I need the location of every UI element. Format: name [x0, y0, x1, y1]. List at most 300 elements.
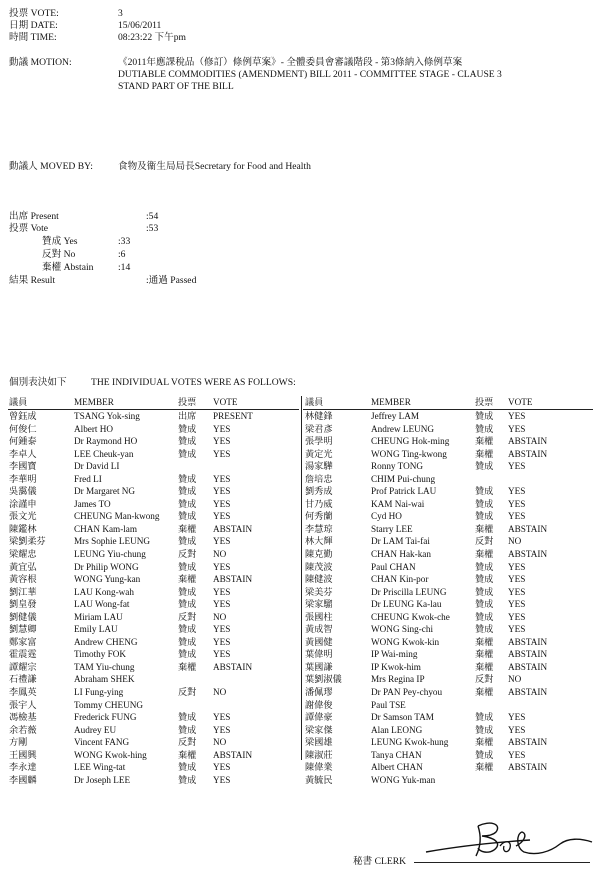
vote-zh: 贊成	[178, 536, 197, 547]
vote-zh: 贊成	[475, 599, 494, 610]
vote-value: YES	[213, 423, 231, 434]
vote-value: ABSTAIN	[213, 523, 253, 534]
vote-zh: 棄權	[475, 737, 494, 748]
table-row	[303, 736, 593, 749]
table-row	[303, 573, 593, 586]
member-name: LI Fung-ying	[74, 687, 124, 698]
member-zh-name: 石禮謙	[9, 674, 37, 685]
table-row	[303, 648, 593, 661]
vote-zh: 贊成	[475, 724, 494, 735]
member-name: Timothy FOK	[74, 649, 126, 660]
member-name: Albert CHAN	[371, 762, 423, 773]
member-name: Dr Margaret NG	[74, 486, 136, 497]
member-zh-name: 林大輝	[305, 536, 333, 547]
member-zh-name: 劉皇發	[9, 599, 37, 610]
header-vote: VOTE	[508, 397, 533, 407]
member-name: Emily LAU	[74, 624, 118, 635]
yes-label: 贊成 Yes	[42, 236, 78, 247]
header-member: MEMBER	[371, 397, 411, 407]
vote-zh: 贊成	[178, 712, 197, 723]
vote-value: NO	[508, 536, 522, 547]
table-row	[303, 510, 593, 523]
vote-zh: 贊成	[475, 411, 494, 421]
abstain-value: :14	[118, 262, 131, 273]
vote-zh: 贊成	[178, 636, 197, 647]
individual-votes-title-zh: 個別表決如下	[9, 377, 67, 388]
table-row	[8, 761, 299, 774]
time-value: 08:23:22 下午pm	[118, 32, 186, 43]
member-zh-name: 劉秀成	[305, 486, 333, 497]
member-name: LEE Cheuk-yan	[74, 448, 134, 459]
member-name: WONG Yung-kan	[74, 574, 141, 585]
vote-value: YES	[213, 599, 231, 610]
member-name: LAU Wong-fat	[74, 599, 130, 610]
vote-value: NO	[508, 674, 522, 685]
individual-votes-title-en: THE INDIVIDUAL VOTES WERE AS FOLLOWS:	[91, 377, 296, 388]
table-row	[303, 523, 593, 536]
member-zh-name: 葉國謙	[305, 661, 333, 672]
member-zh-name: 何鍾泰	[9, 436, 37, 447]
vote-zh: 贊成	[178, 436, 197, 447]
member-zh-name: 黃國健	[305, 636, 333, 647]
vote-zh: 贊成	[475, 561, 494, 572]
vote-value: YES	[508, 498, 526, 509]
member-zh-name: 何俊仁	[9, 423, 37, 434]
vote-value: ABSTAIN	[508, 762, 548, 773]
moved-by-value: 食物及衞生局局長Secretary for Food and Health	[118, 161, 311, 172]
member-zh-name: 葉偉明	[305, 649, 333, 660]
header-zh-vote: 投票	[178, 397, 197, 407]
abstain-label: 棄權 Abstain	[42, 262, 94, 273]
vote-value: ABSTAIN	[213, 574, 253, 585]
table-row	[303, 673, 593, 686]
member-name: Albert HO	[74, 423, 114, 434]
table-row	[8, 749, 299, 762]
vote-value: YES	[213, 624, 231, 635]
motion-title-en-cont: STAND PART OF THE BILL	[118, 81, 234, 92]
member-name: IP Kwok-him	[371, 661, 421, 672]
member-zh-name: 陳鑑林	[9, 523, 37, 534]
vote-zh: 棄權	[475, 523, 494, 534]
date-value: 15/06/2011	[118, 20, 162, 31]
vote-zh: 棄權	[178, 749, 197, 760]
vote-value: YES	[508, 561, 526, 572]
member-zh-name: 譚偉豪	[305, 712, 333, 723]
vote-count-label: 投票 Vote	[9, 223, 48, 234]
member-name: CHAN Kam-lam	[74, 523, 138, 534]
vote-zh: 贊成	[475, 574, 494, 585]
present-label: 出席 Present	[9, 211, 59, 222]
vote-value: YES	[508, 624, 526, 635]
vote-value: YES	[213, 649, 231, 660]
member-name: Mrs Sophie LEUNG	[74, 536, 151, 547]
vote-zh: 贊成	[178, 774, 197, 785]
vote-zh: 出席	[178, 411, 197, 421]
member-zh-name: 吳靄儀	[9, 486, 37, 497]
vote-zh: 贊成	[475, 498, 494, 509]
header-member: MEMBER	[74, 397, 114, 407]
member-zh-name: 梁家騮	[305, 599, 333, 610]
table-body	[303, 410, 593, 786]
table-row	[303, 686, 593, 699]
member-name: LEUNG Yiu-chung	[74, 549, 146, 560]
member-name: IP Wai-ming	[371, 649, 418, 660]
table-row	[8, 648, 299, 661]
vote-zh: 棄權	[475, 687, 494, 698]
vote-zh: 贊成	[475, 423, 494, 434]
table-row	[303, 774, 593, 787]
vote-zh: 贊成	[178, 586, 197, 597]
vote-value: YES	[213, 762, 231, 773]
member-name: TSANG Yok-sing	[74, 411, 140, 421]
vote-zh: 反對	[178, 549, 197, 560]
member-name: CHAN Hak-kan	[371, 549, 431, 560]
table-row	[8, 611, 299, 624]
member-name: Ronny TONG	[371, 461, 423, 472]
vote-value: YES	[213, 486, 231, 497]
table-row	[303, 535, 593, 548]
member-zh-name: 葉劉淑儀	[305, 674, 342, 685]
vote-zh: 贊成	[475, 511, 494, 522]
motion-title-zh: 《2011年應課稅品（修訂）條例草案》- 全體委員會審議階段 - 第3條納入條例草案	[118, 57, 463, 68]
table-divider	[301, 396, 302, 760]
member-zh-name: 湯家驊	[305, 461, 333, 472]
vote-value: NO	[213, 737, 227, 748]
member-zh-name: 陳克勤	[305, 549, 333, 560]
table-row	[8, 523, 299, 536]
member-zh-name: 梁耀忠	[9, 549, 37, 560]
member-zh-name: 張文光	[9, 511, 37, 522]
table-row	[303, 749, 593, 762]
table-row	[8, 661, 299, 674]
member-zh-name: 馮檢基	[9, 712, 37, 723]
table-row	[8, 473, 299, 486]
table-row	[303, 661, 593, 674]
member-name: Cyd HO	[371, 511, 402, 522]
member-zh-name: 李鳳英	[9, 687, 37, 698]
member-zh-name: 譚耀宗	[9, 661, 37, 672]
time-label: 時間 TIME:	[9, 32, 57, 43]
member-name: Mrs Regina IP	[371, 674, 425, 685]
table-row	[303, 611, 593, 624]
vote-zh: 贊成	[178, 448, 197, 459]
vote-zh: 贊成	[178, 762, 197, 773]
table-row	[8, 598, 299, 611]
member-name: CHIM Pui-chung	[371, 473, 436, 484]
member-zh-name: 何秀蘭	[305, 511, 333, 522]
vote-value: YES	[508, 411, 526, 421]
table-row	[8, 548, 299, 561]
table-row	[303, 724, 593, 737]
vote-value: YES	[213, 724, 231, 735]
member-name: Prof Patrick LAU	[371, 486, 437, 497]
member-zh-name: 劉健儀	[9, 611, 37, 622]
table-row	[303, 448, 593, 461]
member-zh-name: 梁美芬	[305, 586, 333, 597]
vote-zh: 棄權	[178, 523, 197, 534]
table-row	[303, 586, 593, 599]
vote-number-value: 3	[118, 8, 123, 19]
member-name: Dr Samson TAM	[371, 712, 434, 723]
vote-zh: 贊成	[178, 724, 197, 735]
member-name: CHAN Kin-por	[371, 574, 429, 585]
member-zh-name: 曾鈺成	[9, 411, 37, 421]
vote-zh: 贊成	[475, 486, 494, 497]
date-label: 日期 DATE:	[9, 20, 58, 31]
member-zh-name: 余若薇	[9, 724, 37, 735]
vote-value: YES	[508, 461, 526, 472]
member-zh-name: 陳淑莊	[305, 749, 333, 760]
table-row	[8, 673, 299, 686]
vote-value: ABSTAIN	[508, 523, 548, 534]
member-name: Frederick FUNG	[74, 712, 137, 723]
member-zh-name: 陳偉業	[305, 762, 333, 773]
table-row	[8, 510, 299, 523]
vote-value: NO	[213, 611, 227, 622]
vote-zh: 棄權	[475, 661, 494, 672]
table-row	[303, 699, 593, 712]
vote-zh: 贊成	[178, 511, 197, 522]
table-row	[8, 535, 299, 548]
member-name: CHEUNG Kwok-che	[371, 611, 450, 622]
table-row	[303, 460, 593, 473]
table-row	[303, 423, 593, 436]
table-row	[8, 573, 299, 586]
member-zh-name: 梁君彥	[305, 423, 333, 434]
member-name: James TO	[74, 498, 111, 509]
table-row	[303, 711, 593, 724]
table-row	[8, 448, 299, 461]
member-name: WONG Ting-kwong	[371, 448, 447, 459]
vote-value: YES	[213, 561, 231, 572]
member-name: Andrew LEUNG	[371, 423, 435, 434]
table-body	[8, 410, 299, 786]
vote-zh: 棄權	[475, 762, 494, 773]
member-zh-name: 方剛	[9, 737, 28, 748]
table-row	[8, 774, 299, 787]
member-name: Andrew CHENG	[74, 636, 138, 647]
member-zh-name: 張宇人	[9, 699, 37, 710]
motion-title-en: DUTIABLE COMMODITIES (AMENDMENT) BILL 2011 - COMMITTEE STAGE - CLAUSE 3	[118, 69, 502, 80]
vote-zh: 棄權	[475, 436, 494, 447]
member-name: Paul TSE	[371, 699, 406, 710]
vote-value: YES	[213, 473, 231, 484]
member-name: Tommy CHEUNG	[74, 699, 144, 710]
table-row	[303, 410, 593, 423]
vote-value: ABSTAIN	[508, 636, 548, 647]
vote-value: YES	[213, 436, 231, 447]
member-zh-name: 劉慧卿	[9, 624, 37, 635]
member-zh-name: 王國興	[9, 749, 37, 760]
vote-zh: 贊成	[178, 486, 197, 497]
vote-zh: 贊成	[178, 423, 197, 434]
votes-table-left	[8, 396, 299, 786]
member-name: Dr Philip WONG	[74, 561, 139, 572]
table-row	[303, 498, 593, 511]
member-zh-name: 梁國雄	[305, 737, 333, 748]
vote-value: YES	[508, 511, 526, 522]
vote-value: ABSTAIN	[508, 687, 548, 698]
table-row	[8, 423, 299, 436]
table-row	[8, 699, 299, 712]
member-zh-name: 李華明	[9, 473, 37, 484]
member-zh-name: 李國麟	[9, 774, 37, 785]
vote-value: YES	[213, 586, 231, 597]
member-zh-name: 李國寶	[9, 461, 37, 472]
table-row	[8, 623, 299, 636]
yes-value: :33	[118, 236, 131, 247]
member-name: WONG Yuk-man	[371, 774, 436, 785]
vote-value: YES	[508, 749, 526, 760]
vote-zh: 贊成	[475, 586, 494, 597]
member-name: Dr Priscilla LEUNG	[371, 586, 447, 597]
vote-zh: 贊成	[178, 561, 197, 572]
member-name: WONG Kwok-kin	[371, 636, 440, 647]
vote-value: YES	[213, 536, 231, 547]
table-row	[8, 711, 299, 724]
vote-value: ABSTAIN	[508, 549, 548, 560]
table-row	[8, 636, 299, 649]
member-name: Tanya CHAN	[371, 749, 422, 760]
votes-table-right	[303, 396, 593, 786]
header-zh-name: 議員	[305, 397, 324, 407]
no-value: :6	[118, 249, 126, 260]
member-zh-name: 劉江華	[9, 586, 37, 597]
member-zh-name: 潘佩璆	[305, 687, 333, 698]
member-zh-name: 黃成智	[305, 624, 333, 635]
vote-value: ABSTAIN	[508, 649, 548, 660]
vote-value: YES	[213, 448, 231, 459]
member-name: Dr David LI	[74, 461, 120, 472]
moved-by-label: 動議人 MOVED BY:	[9, 161, 93, 172]
table-row	[303, 636, 593, 649]
member-zh-name: 謝偉俊	[305, 699, 333, 710]
table-row	[8, 498, 299, 511]
member-zh-name: 張學明	[305, 436, 333, 447]
vote-value: NO	[213, 687, 227, 698]
table-row	[303, 761, 593, 774]
member-zh-name: 霍震霆	[9, 649, 37, 660]
table-row	[8, 586, 299, 599]
table-row	[8, 561, 299, 574]
vote-zh: 贊成	[475, 611, 494, 622]
member-name: CHEUNG Man-kwong	[74, 511, 160, 522]
vote-value: PRESENT	[213, 411, 253, 421]
table-row	[8, 410, 299, 423]
table-header	[8, 396, 299, 410]
vote-value: ABSTAIN	[508, 661, 548, 672]
vote-value: YES	[213, 774, 231, 785]
member-name: Abraham SHEK	[74, 674, 135, 685]
no-label: 反對 No	[42, 249, 76, 260]
result-label: 結果 Result	[9, 275, 56, 286]
table-row	[8, 435, 299, 448]
vote-zh: 贊成	[475, 624, 494, 635]
member-zh-name: 甘乃威	[305, 498, 333, 509]
table-row	[8, 736, 299, 749]
table-row	[8, 460, 299, 473]
member-name: Miriam LAU	[74, 611, 123, 622]
vote-value: YES	[508, 611, 526, 622]
member-name: Paul CHAN	[371, 561, 416, 572]
table-row	[303, 598, 593, 611]
vote-value: YES	[213, 636, 231, 647]
member-zh-name: 梁劉柔芬	[9, 536, 46, 547]
clerk-signature	[420, 812, 600, 864]
vote-zh: 贊成	[475, 749, 494, 760]
member-zh-name: 黃容根	[9, 574, 37, 585]
vote-zh: 贊成	[178, 473, 197, 484]
table-row	[8, 485, 299, 498]
member-zh-name: 陳茂波	[305, 561, 333, 572]
header-zh-name: 議員	[9, 397, 28, 407]
member-name: LAU Kong-wah	[74, 586, 134, 597]
vote-value: ABSTAIN	[508, 448, 548, 459]
member-name: Dr PAN Pey-chyou	[371, 687, 443, 698]
member-name: LEUNG Kwok-hung	[371, 737, 449, 748]
member-name: Fred LI	[74, 473, 102, 484]
vote-value: YES	[508, 574, 526, 585]
member-zh-name: 李卓人	[9, 448, 37, 459]
member-name: WONG Sing-chi	[371, 624, 434, 635]
vote-value: YES	[508, 724, 526, 735]
vote-zh: 反對	[178, 611, 197, 622]
vote-value: ABSTAIN	[213, 661, 253, 672]
vote-value: YES	[508, 486, 526, 497]
header-vote: VOTE	[213, 397, 238, 407]
member-name: CHEUNG Hok-ming	[371, 436, 450, 447]
vote-value: YES	[508, 712, 526, 723]
vote-zh: 贊成	[178, 498, 197, 509]
member-zh-name: 張國柱	[305, 611, 333, 622]
member-zh-name: 涂謹申	[9, 498, 37, 509]
table-row	[303, 561, 593, 574]
vote-value: YES	[213, 712, 231, 723]
member-zh-name: 鄭家富	[9, 636, 37, 647]
vote-zh: 反對	[475, 536, 494, 547]
vote-zh: 贊成	[475, 461, 494, 472]
vote-zh: 贊成	[178, 599, 197, 610]
member-zh-name: 林健鋒	[305, 411, 333, 421]
clerk-label: 秘書 CLERK	[353, 856, 407, 867]
member-name: Starry LEE	[371, 523, 413, 534]
vote-zh: 棄權	[475, 636, 494, 647]
vote-value: NO	[213, 549, 227, 560]
member-zh-name: 李慧琼	[305, 523, 333, 534]
member-name: Dr Joseph LEE	[74, 774, 131, 785]
vote-zh: 棄權	[475, 549, 494, 560]
vote-value: ABSTAIN	[508, 737, 548, 748]
member-zh-name: 梁家傑	[305, 724, 333, 735]
vote-value: ABSTAIN	[508, 436, 548, 447]
member-zh-name: 陳健波	[305, 574, 333, 585]
signature-line	[414, 862, 590, 863]
member-name: KAM Nai-wai	[371, 498, 425, 509]
vote-value: YES	[508, 423, 526, 434]
member-name: Dr LAM Tai-fai	[371, 536, 430, 547]
member-zh-name: 黃定光	[305, 448, 333, 459]
vote-zh: 反對	[178, 687, 197, 698]
table-row	[303, 485, 593, 498]
vote-count-value: :53	[146, 223, 159, 234]
vote-zh: 棄權	[178, 574, 197, 585]
vote-zh: 棄權	[475, 649, 494, 660]
vote-value: YES	[213, 498, 231, 509]
vote-zh: 反對	[178, 737, 197, 748]
vote-zh: 贊成	[178, 624, 197, 635]
table-row	[303, 473, 593, 486]
vote-zh: 贊成	[178, 649, 197, 660]
